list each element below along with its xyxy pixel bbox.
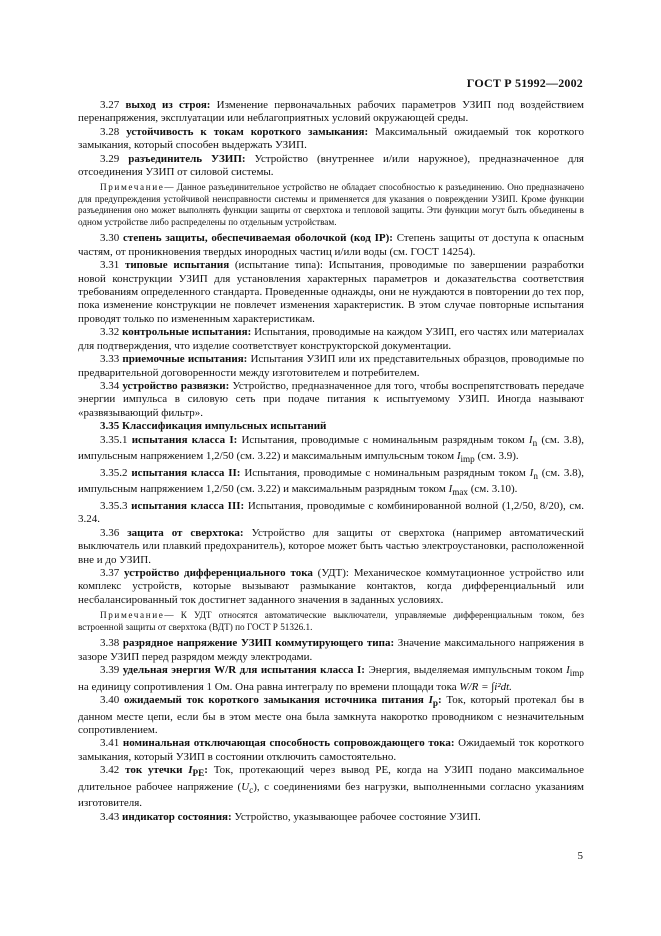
clause-3-41: 3.41 номинальная отключающая способность сопровождающего тока: Ожидаемый ток короткого замыкания, который УЗИП в состоянии отключить самостоятельно.: [78, 737, 585, 763]
clause-3-38: 3.38 разрядное напряжение УЗИП коммутирующего типа: Значение максимального напряжения в зазоре УЗИП перед разрядом между электродами.: [78, 637, 584, 663]
clause-3-35-3: 3.35.3 испытания класса III: Испытания, проводимые с комбинированной волной (1,2/50, 8/20), см. 3.24.: [78, 499, 585, 526]
standard-header: ГОСТ Р 51992—2002: [466, 76, 583, 90]
clause-3-35-heading: 3.35 Классификация импульсных испытаний: [100, 420, 327, 433]
note-disconnector: Примечание— Данное разъединительное устройство не обладает способностью к разъединению. Оно предназначено для предупреждения устойчивой неисправности системы и применяется для указания о повреждении УЗИП. Кроме функции разъединения оно может выполнять функции защиты от сверхтока и тепловой защиты. Эти функции могут быть объединены в одном устройстве либо распределены по отдельным устройствам.: [78, 182, 584, 227]
clause-3-27: 3.27 выход из строя: Изменение первоначальных рабочих параметров УЗИП под воздействием перенапряжения, эксплуатации или неблагоприятных условий окружающей среды.: [78, 99, 585, 125]
clause-3-42: 3.42 ток утечки $I_{PE}$: Ток, протекающий через вывод PE, когда на УЗИП подано максимальное длительное рабочее напряжение $(U_c)$, с соединениями без нагрузки, выполненными согласно указаниям изготовителя.: [78, 764, 584, 810]
note-rcd: Примечание— К УДТ относятся автоматические выключатели, управляемые дифференциальным током, без встроенной защиты от сверхтока (ВДТ) по ГОСТ Р 51326.1.: [78, 610, 584, 632]
clause-3-43: 3.43 индикатор состояния: Устройство, указывающее рабочее состояние УЗИП.: [100, 810, 481, 823]
clause-3-40: 3.40 ожидаемый ток короткого замыкания источника питания $I_p$: Ток, который протекал бы в данном месте цепи, если бы в этом месте она была замкнута накоротко проводником с незначительным сопротивлением.: [78, 693, 585, 736]
clause-3-34: 3.34 устройство развязки: Устройство, предназначенное для того, чтобы воспрепятствовать передаче энергии импульса в силовую сеть при подаче питания к испытуемому УЗИП. Иногда называют «развязывающий фильтр».: [78, 379, 584, 419]
clause-3-32: 3.32 контрольные испытания: Испытания, проводимые на каждом УЗИП, его частях или материалах для подтверждения, что изделие соответствует конструкторской документации.: [78, 326, 585, 352]
clause-3-33: 3.33 приемочные испытания: Испытания УЗИП или их представительных образцов, проводимые по предварительной договоренности между изготовителем и потребителем.: [78, 353, 584, 379]
clause-3-28: 3.28 устойчивость к токам короткого замыкания: Максимальный ожидаемый ток короткого замыкания, который способен выдержать УЗИП.: [78, 125, 585, 152]
clause-3-35-2: 3.35.2 испытания класса II: Испытания, проводимые с номинальным разрядным током $I_n$ (см. 3.8), импульсным напряжением 1,2/50 (см. 3.22) и максимальным разрядным током $I_{max}$ (см. 3.10).: [78, 466, 584, 498]
clause-3-29: 3.29 разъединитель УЗИП: Устройство (внутреннее и/или наружное), предназначенное для отсоединения УЗИП от силовой системы.: [78, 152, 584, 179]
page-number: 5: [577, 850, 583, 862]
clause-3-31: 3.31 типовые испытания (испытание типа): Испытания, проводимые по завершении разработки новой конструкции УЗИП для установления характерных параметров и доказательства соответствия требованиям определенного стандарта. Проведенные однажды, они не нуждаются в повторении до тех пор, пока изменение конструкции не повлечет изменения характеристик. В этом случае повторные испытания проводят только по измененным характеристикам.: [78, 259, 584, 325]
document-body: [78, 99, 584, 824]
clause-3-35-1: 3.35.1 испытания класса I: Испытания, проводимые с номинальным разрядным током $I_n$ (см. 3.8), импульсным напряжением 1,2/50 (см. 3.22) и максимальным импульсным током $I_{imp}$ (см. 3.9).: [78, 433, 584, 465]
clause-3-39: 3.39 удельная энергия W/R для испытания класса I: Энергия, выделяемая импульсным током $I_{imp}$ на единицу сопротивления 1 Ом. Она равна интегралу по времени площади тока W/R = ∫i²dt.: [78, 663, 584, 693]
clause-3-36: 3.36 защита от сверхтока: Устройство для защиты от сверхтока (например автоматический выключатель или плавкий предохранитель), которое может быть частью электроустановки, расположенной вне и до УЗИП.: [78, 526, 585, 566]
clause-3-37: 3.37 устройство дифференциального тока (УДТ): Механическое коммутационное устройство или комплекс устройств, которые вызывают размыкание контактов, когда дифференциальный или несбалансированный ток достигнет заданного значения в заданных условиях.: [78, 566, 584, 606]
clause-3-30: 3.30 степень защиты, обеспечиваемая оболочкой (код IP): Степень защиты от доступа к опасным частям, от проникновения твердых инородных частиц и/или воды (см. ГОСТ 14254).: [78, 232, 585, 258]
